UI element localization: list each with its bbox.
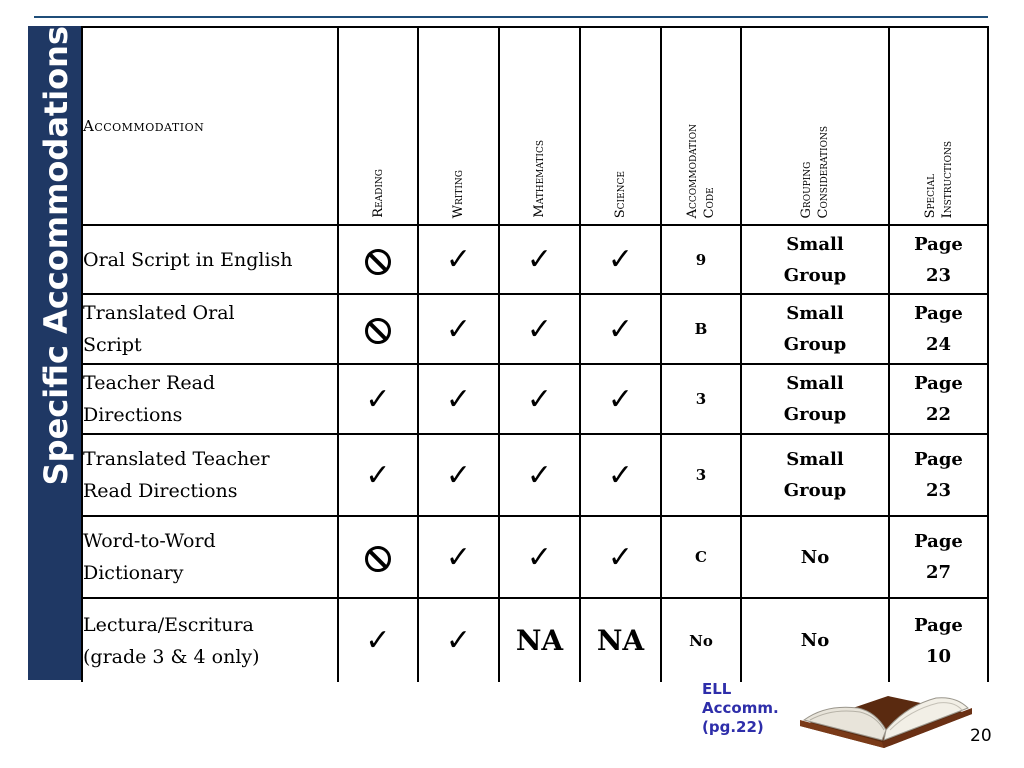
header-accommodation-code: Accommodation Code — [661, 27, 741, 225]
accommodation-code: 9 — [661, 225, 741, 294]
accommodation-code: C — [661, 516, 741, 598]
special-instruction: Page 23 — [889, 434, 988, 516]
grouping-consideration: No — [741, 516, 889, 598]
reading-prohibited-icon — [338, 516, 418, 598]
table-row — [82, 516, 988, 598]
header-row — [82, 27, 988, 225]
mathematics-check-icon: ✓ — [499, 516, 580, 598]
table-row — [82, 598, 988, 682]
grouping-consideration: No — [741, 598, 889, 682]
accommodation-code: 3 — [661, 434, 741, 516]
accommodation-name: Teacher Read Directions — [82, 364, 338, 434]
accommodation-code: 3 — [661, 364, 741, 434]
reading-check-icon: ✓ — [338, 364, 418, 434]
accommodation-code: No — [661, 598, 741, 682]
header-reading: Reading — [338, 27, 418, 225]
science-check-icon: ✓ — [580, 516, 661, 598]
header-mathematics: Mathematics — [499, 27, 580, 225]
special-instruction: Page 24 — [889, 294, 988, 364]
table-row — [82, 225, 988, 294]
mathematics-check-icon: ✓ — [499, 434, 580, 516]
accommodation-name: Lectura/Escritura (grade 3 & 4 only) — [82, 598, 338, 682]
writing-check-icon: ✓ — [418, 516, 499, 598]
writing-check-icon: ✓ — [418, 598, 499, 682]
header-writing: Writing — [418, 27, 499, 225]
table-row — [82, 434, 988, 516]
header-grouping-considerations: Grouping Considerations — [741, 27, 889, 225]
writing-check-icon: ✓ — [418, 225, 499, 294]
accommodation-code: B — [661, 294, 741, 364]
open-book-icon — [796, 686, 974, 766]
special-instruction: Page 10 — [889, 598, 988, 682]
ell-reference-note: ELL Accomm. (pg.22) — [702, 680, 779, 736]
science-check-icon: ✓ — [580, 225, 661, 294]
writing-check-icon: ✓ — [418, 364, 499, 434]
writing-check-icon: ✓ — [418, 434, 499, 516]
reading-prohibited-icon — [338, 225, 418, 294]
reading-prohibited-icon — [338, 294, 418, 364]
special-instruction: Page 23 — [889, 225, 988, 294]
header-special-instructions: Special Instructions — [889, 27, 988, 225]
reading-check-icon: ✓ — [338, 434, 418, 516]
header-rule — [34, 16, 988, 18]
science-check-icon: ✓ — [580, 434, 661, 516]
mathematics-na: NA — [499, 598, 580, 682]
science-check-icon: ✓ — [580, 294, 661, 364]
header-accommodation: Accommodation — [82, 27, 338, 225]
side-title: Specific Accommodations — [37, 26, 75, 486]
page-number: 20 — [970, 726, 992, 746]
mathematics-check-icon: ✓ — [499, 225, 580, 294]
grouping-consideration: Small Group — [741, 434, 889, 516]
table-row — [82, 364, 988, 434]
table-row — [82, 294, 988, 364]
accommodation-name: Oral Script in English — [82, 225, 338, 294]
mathematics-check-icon: ✓ — [499, 364, 580, 434]
accommodation-name: Word-to-Word Dictionary — [82, 516, 338, 598]
science-na: NA — [580, 598, 661, 682]
special-instruction: Page 27 — [889, 516, 988, 598]
header-science: Science — [580, 27, 661, 225]
grouping-consideration: Small Group — [741, 294, 889, 364]
mathematics-check-icon: ✓ — [499, 294, 580, 364]
accommodation-name: Translated Teacher Read Directions — [82, 434, 338, 516]
grouping-consideration: Small Group — [741, 364, 889, 434]
special-instruction: Page 22 — [889, 364, 988, 434]
side-title-bar — [28, 26, 81, 680]
accommodation-name: Translated Oral Script — [82, 294, 338, 364]
writing-check-icon: ✓ — [418, 294, 499, 364]
grouping-consideration: Small Group — [741, 225, 889, 294]
reading-check-icon: ✓ — [338, 598, 418, 682]
accommodations-table — [81, 26, 989, 682]
science-check-icon: ✓ — [580, 364, 661, 434]
